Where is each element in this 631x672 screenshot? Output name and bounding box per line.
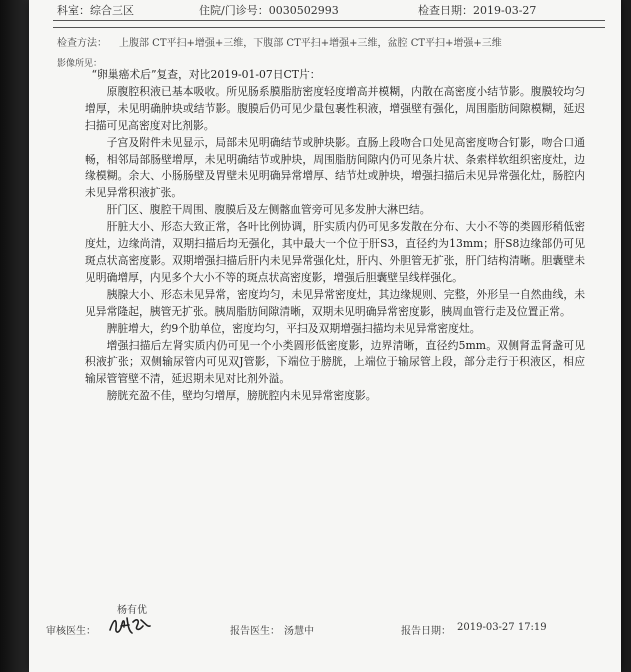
reviewer-label: 审核医生： bbox=[46, 626, 96, 637]
exam-method-label: 检查方法： bbox=[57, 38, 107, 49]
findings-paragraph: 原腹腔积液已基本吸收。所见肠系膜脂肪密度轻度增高并模糊，内散在高密度小结节影。腹膜较均匀增厚，未见明确肿块或结节影。腹膜后仍可见少量包裹性积液，增强壁有强化，周围脂肪间隙模糊，延迟扫描可见高密度对比剂影。 bbox=[85, 84, 585, 132]
findings-paragraph: 子宫及附件未见显示，局部未见明确结节或肿块影。直肠上段吻合口处见高密度吻合钉影，吻合口通畅，相邻局部肠壁增厚，未见明确结节或肿块，周围脂肪间隙内仍可见条片状、条索样软组织密度灶，边缘模糊。余大、小肠肠壁及胃壁未见明确异常增厚、结节灶或肿块，增强扫描后未见异常强化灶，肠腔内未见异常积液扩张。 bbox=[85, 135, 585, 200]
findings-paragraph: 膀胱充盈不佳，壁均匀增厚，膀胱腔内未见异常密度影。 bbox=[106, 389, 377, 403]
report-doctor-name: 汤慧中 bbox=[284, 626, 314, 637]
report-page bbox=[29, 0, 621, 672]
findings-paragraph: 脾脏增大，约9个肋单位，密度均匀，平扫及双期增强扫描均未见异常密度灶。 bbox=[106, 321, 481, 335]
findings-paragraph: 胰腺大小、形态未见异常，密度均匀，未见异常密度灶，其边缘规则、完整，外形呈一自然曲线，未见异常隆起，胰管无扩张。胰周脂肪间隙清晰，双期未见明确异常密度影，胰周血管行走及位置正常。 bbox=[85, 287, 585, 318]
findings-paragraph: 肝脏大小、形态大致正常，各叶比例协调，肝实质内仍可见多发散在分布、大小不等的类圆形稍低密度灶，边缘尚清，双期扫描后均无强化，其中最大一个位于肝S3，直径约为13mm；肝S8边缘部仍可见斑点状高密度影。双期增强扫描后肝内未见异常强化灶，肝内、外胆管无扩张，肝门结构清晰。胆囊壁未见明确增厚，内见多个大小不等的斑点状高密度影，增强后胆囊壁呈线样强化。 bbox=[85, 220, 585, 284]
report-date-label: 报告日期： bbox=[401, 626, 451, 637]
exam-date: 检查日期：2019-03-27 bbox=[418, 4, 537, 17]
exam-method-value: 上腹部 CT平扫+增强+三维，下腹部 CT平扫+增强+三维，盆腔 CT平扫+增强+三维 bbox=[119, 38, 502, 49]
findings-label: 影像所见： bbox=[57, 59, 103, 69]
reviewer-printed-name: 杨有优 bbox=[117, 605, 147, 616]
viewer-background-right bbox=[621, 0, 631, 672]
exam-method bbox=[57, 34, 502, 49]
findings-paragraph: “卵巢癌术后”复查，对比2019-01-07日CT片： bbox=[91, 68, 321, 81]
viewer-background-left bbox=[0, 0, 29, 672]
findings-body bbox=[85, 67, 585, 405]
patient-id: 住院/门诊号：0030502993 bbox=[199, 4, 339, 17]
report-date: 2019-03-27 17:19 bbox=[457, 622, 547, 633]
findings-paragraph: 肝门区、腹腔干周围、腹膜后及左侧髂血管旁可见多发肿大淋巴结。 bbox=[106, 203, 431, 217]
reviewer-signature bbox=[107, 614, 153, 641]
report-doctor-label: 报告医生： bbox=[230, 626, 280, 637]
department: 科室：综合三区 bbox=[57, 4, 134, 17]
report-header bbox=[29, 0, 621, 20]
header-divider-top bbox=[53, 20, 605, 21]
findings-paragraph: 增强扫描后左肾实质内仍可见一个小类圆形低密度影，边界清晰，直径约5mm。双侧肾盂肾盏可见积液扩张；双侧输尿管内可见双J管影，下端位于膀胱，上端位于输尿管上段，部分走行于积液区，相应输尿管管壁不清，延迟期未见对比剂外溢。 bbox=[85, 338, 585, 386]
header-divider-bottom bbox=[53, 27, 605, 28]
report-footer bbox=[29, 620, 621, 640]
